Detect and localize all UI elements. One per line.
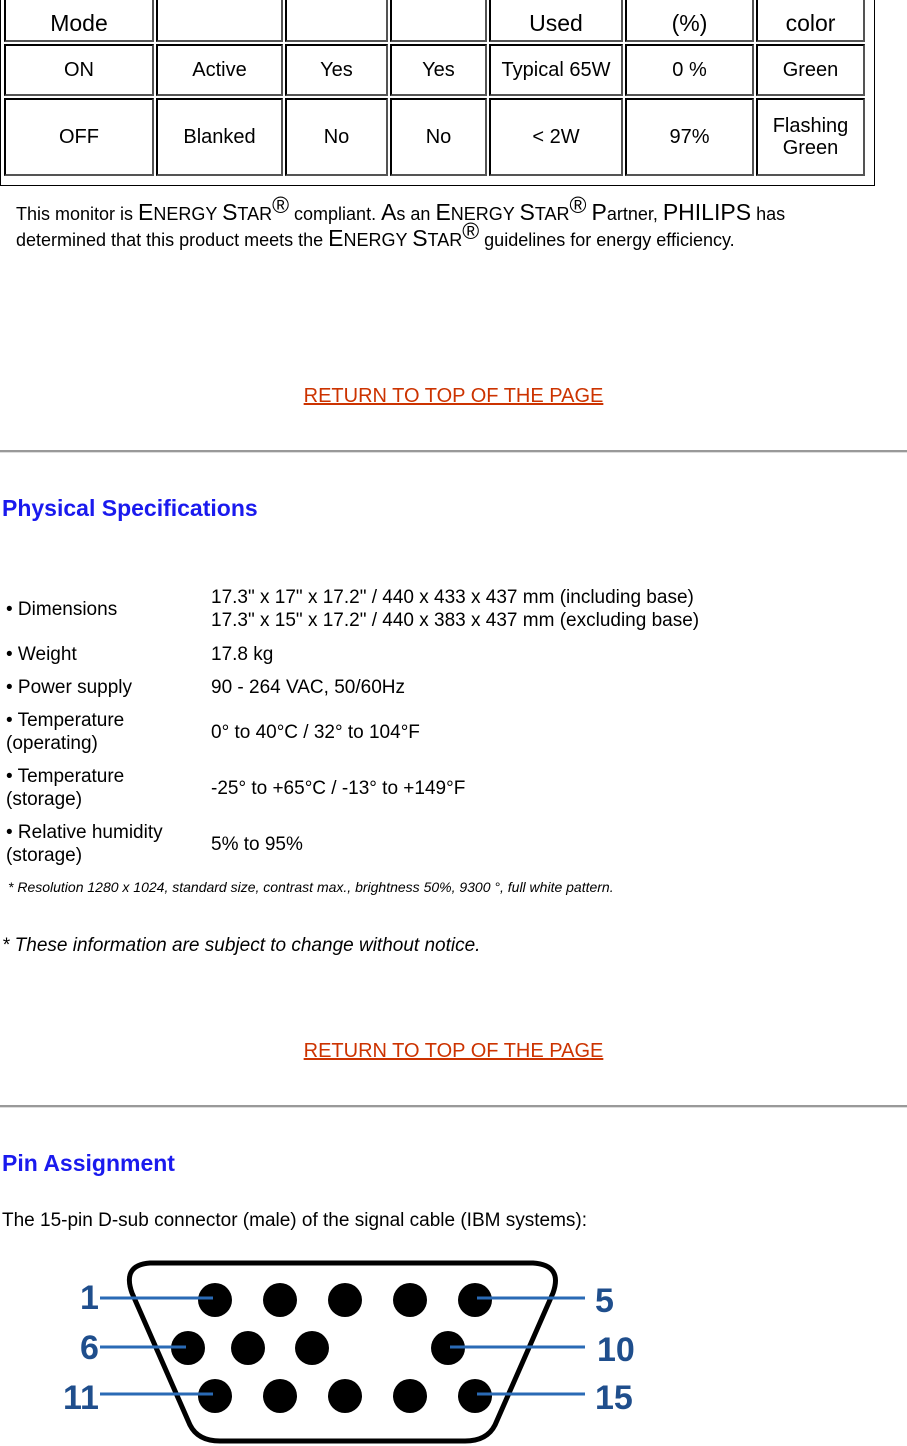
spec-label: • Weight <box>6 644 77 665</box>
header-cell: Mode <box>4 0 154 42</box>
table-cell: 0 % <box>625 44 754 96</box>
return-to-top-container <box>0 1040 907 1063</box>
text-run: NERGY <box>153 204 223 224</box>
spec-value: 5% to 95% <box>211 834 303 855</box>
pin-label-11: 11 <box>63 1379 99 1417</box>
return-to-top-container <box>0 385 907 408</box>
table-cell: Green <box>756 44 865 96</box>
pin-label-5: 5 <box>595 1282 614 1320</box>
text-run: S <box>412 225 428 251</box>
table-cell: ON <box>4 44 154 96</box>
energy-star-statement <box>16 192 876 252</box>
table-cell: No <box>390 98 487 176</box>
table-header-row <box>4 0 865 42</box>
table-cell: Typical 65W <box>489 44 623 96</box>
text-run: guidelines for energy efficiency. <box>479 230 735 250</box>
spec-label: • Temperature (operating) <box>6 710 125 754</box>
table-cell: Blanked <box>156 98 283 176</box>
pin-label-1: 1 <box>80 1279 99 1317</box>
pin-15 <box>458 1379 492 1413</box>
table-cell: < 2W <box>489 98 623 176</box>
table-cell: OFF <box>4 98 154 176</box>
text-run: P <box>591 199 607 225</box>
text-run: This monitor is <box>16 204 139 224</box>
spec-label: • Power supply <box>6 677 132 698</box>
pin-4 <box>393 1283 427 1317</box>
pin-14 <box>393 1379 427 1413</box>
text-run: E <box>328 225 344 251</box>
pin-assignment-heading: Pin Assignment <box>2 1150 175 1176</box>
spec-value <box>211 586 891 632</box>
text-run: has determined that this product meets the <box>16 204 786 250</box>
pin-1 <box>198 1283 232 1317</box>
return-to-top-link[interactable]: RETURN TO TOP OF THE PAGE <box>303 1040 604 1062</box>
header-cell <box>156 0 283 42</box>
text-run: artner, <box>606 204 663 224</box>
table-cell: Yes <box>390 44 487 96</box>
spec-value: 0° to 40°C / 32° to 104°F <box>211 722 420 743</box>
registered-mark: ® <box>272 192 290 218</box>
pin-label-10: 10 <box>597 1331 635 1369</box>
text-run: s an <box>396 204 436 224</box>
text-run: TAR <box>427 230 463 250</box>
pin-13 <box>328 1379 362 1413</box>
table-cell: Flashing Green <box>756 98 865 176</box>
pin-8 <box>295 1331 329 1365</box>
header-cell <box>285 0 388 42</box>
table-row <box>4 98 865 176</box>
pin-2 <box>263 1283 297 1317</box>
text-run: NERGY <box>450 204 520 224</box>
table-cell: 97% <box>625 98 754 176</box>
power-management-table-frame <box>0 0 875 186</box>
pin-intro-text: The 15-pin D-sub connector (male) of the signal cable (IBM systems): <box>2 1210 588 1231</box>
pin-12 <box>263 1379 297 1413</box>
header-cell: Used <box>489 0 623 42</box>
header-cell: (%) <box>625 0 754 42</box>
spec-value: -25° to +65°C / -13° to +149°F <box>211 778 466 799</box>
spec-value-line: 17.3" x 15" x 17.2" / 440 x 383 x 437 mm (excluding base) <box>211 610 700 631</box>
power-management-table <box>2 0 867 178</box>
table-cell: No <box>285 98 388 176</box>
pin-5 <box>458 1283 492 1317</box>
pin-11 <box>198 1379 232 1413</box>
text-run: S <box>222 199 238 225</box>
spec-value: 17.8 kg <box>211 644 274 665</box>
text-run: NERGY <box>343 230 413 250</box>
spec-label: • Relative humidity (storage) <box>6 822 163 866</box>
resolution-footnote: * Resolution 1280 x 1024, standard size, contrast max., brightness 50%, 9300 °, full white pattern. <box>8 879 614 895</box>
pin-label-6: 6 <box>80 1329 99 1367</box>
table-row <box>4 44 865 96</box>
brand-name: PHILIPS <box>662 199 752 225</box>
spec-label: • Dimensions <box>6 599 118 620</box>
text-run: compliant. <box>289 204 382 224</box>
dsub-connector-diagram <box>55 1255 655 1446</box>
return-to-top-link[interactable]: RETURN TO TOP OF THE PAGE <box>303 385 604 407</box>
registered-mark: ® <box>462 218 480 244</box>
divider <box>0 1105 907 1108</box>
text-run: TAR <box>237 204 273 224</box>
header-cell <box>390 0 487 42</box>
table-cell: Active <box>156 44 283 96</box>
spec-label: • Temperature (storage) <box>6 766 125 810</box>
header-cell: color <box>756 0 865 42</box>
registered-mark: ® <box>569 192 587 218</box>
text-run: E <box>138 199 154 225</box>
physical-specifications-heading: Physical Specifications <box>2 495 258 521</box>
spec-value-line: 17.3" x 17" x 17.2" / 440 x 433 x 437 mm (including base) <box>211 587 694 608</box>
pin-3 <box>328 1283 362 1317</box>
change-notice: * These information are subject to change without notice. <box>2 935 481 956</box>
pin-7 <box>231 1331 265 1365</box>
text-run: A <box>381 199 397 225</box>
table-cell: Yes <box>285 44 388 96</box>
pin-label-15: 15 <box>595 1379 633 1417</box>
divider <box>0 450 907 453</box>
text-run: S <box>519 199 535 225</box>
text-run: E <box>435 199 451 225</box>
spec-value: 90 - 264 VAC, 50/60Hz <box>211 677 405 698</box>
text-run: TAR <box>534 204 570 224</box>
